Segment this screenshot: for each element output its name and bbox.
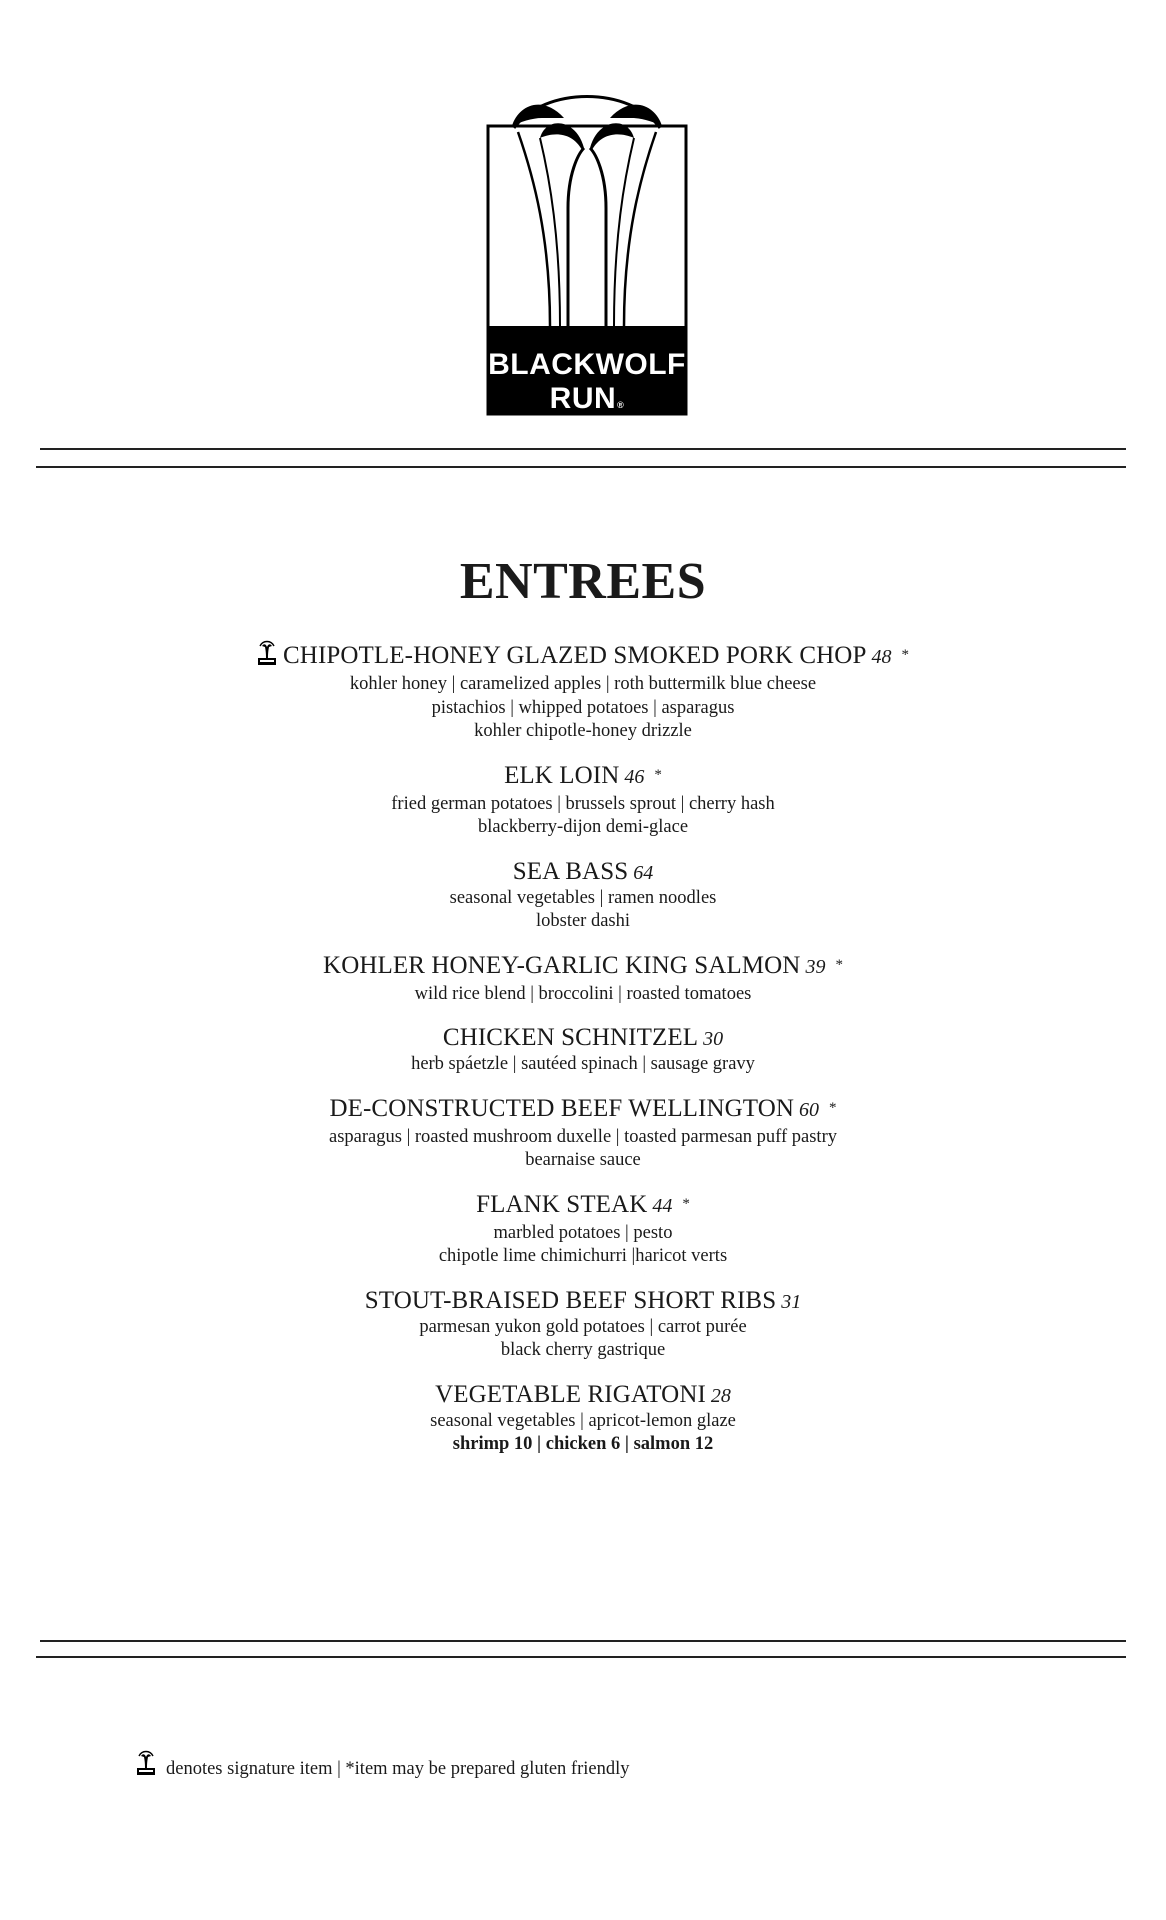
menu-item-name: FLANK STEAK (476, 1190, 648, 1218)
menu-item-description: pistachios | whipped potatoes | asparagus (431, 697, 735, 718)
menu-item-price: 64 (633, 861, 654, 884)
menu-item-header (435, 1381, 731, 1410)
menu-item-name: STOUT-BRAISED BEEF SHORT RIBS (364, 1286, 777, 1314)
menu-item-description: kohler honey | caramelized apples | roth buttermilk blue cheese (349, 674, 817, 694)
signature-item-icon (257, 640, 277, 666)
menu-item-price: 44 (652, 1194, 673, 1217)
menu-item (40, 1024, 1126, 1077)
menu-item (40, 1191, 1126, 1269)
menu-item-header (476, 1191, 690, 1222)
menu-item-header (504, 762, 662, 793)
menu-item-header (323, 952, 843, 983)
menu-item-price: 30 (703, 1028, 724, 1050)
menu-item-description: black cherry gastrique (500, 1340, 666, 1360)
gluten-friendly-mark: * (835, 956, 843, 973)
signature-item-icon (136, 1750, 156, 1776)
menu-item-description: wild rice blend | broccolini | roasted tomatoes (414, 983, 752, 1004)
menu-item-header (257, 640, 909, 673)
menu-item (40, 762, 1126, 840)
menu-item-price: 48 (871, 646, 892, 668)
menu-item-description: seasonal vegetables | ramen noodles (449, 887, 717, 908)
menu-item-name: CHIPOTLE-HONEY GLAZED SMOKED PORK CHOP (283, 642, 867, 669)
blackwolf-run-logo (484, 88, 690, 418)
menu-item-description: fried german potatoes | brussels sprout | cherry hash (391, 793, 775, 814)
bottom-rule-lower (36, 1656, 1126, 1658)
menu-item-name: ELK LOIN (504, 761, 620, 789)
menu-item-price: 31 (781, 1290, 802, 1313)
menu-item (40, 952, 1126, 1007)
menu-item (40, 1381, 1126, 1457)
menu-item-name: SEA BASS (512, 857, 629, 885)
gluten-friendly-mark: * (654, 766, 662, 783)
menu-item (40, 1287, 1126, 1363)
menu-item-description: kohler chipotle-honey drizzle (474, 721, 692, 741)
menu-item (40, 858, 1126, 934)
menu-item (40, 640, 1126, 744)
logo-text-run: RUN (549, 382, 617, 415)
footer-legend (136, 1750, 630, 1781)
top-rule-lower (36, 466, 1126, 468)
gluten-friendly-mark: * (829, 1099, 837, 1116)
top-rule-upper (40, 448, 1126, 450)
menu-item-price: 60 (799, 1098, 820, 1121)
menu-item-description: seasonal vegetables | apricot-lemon glaze (430, 1410, 736, 1431)
registered-mark: ® (617, 400, 625, 410)
menu-item-description: asparagus | roasted mushroom duxelle | toasted parmesan puff pastry (329, 1126, 837, 1147)
menu-item-description: lobster dashi (535, 911, 631, 931)
menu-item-header (513, 858, 653, 887)
menu-item (40, 1095, 1126, 1173)
menu-item-description: bearnaise sauce (525, 1150, 641, 1170)
footer-note: denotes signature item | *item may be prepared gluten friendly (166, 1759, 630, 1779)
menu-item-description: blackberry-dijon demi-glace (477, 817, 689, 837)
menu-item-description: marbled potatoes | pesto (493, 1222, 673, 1243)
menu-item-name: CHICKEN SCHNITZEL (442, 1024, 699, 1051)
menu-item-price: 28 (710, 1384, 731, 1407)
menu-item-header (329, 1095, 836, 1126)
menu-item-price: 46 (624, 765, 645, 788)
menu-item-header (443, 1024, 723, 1053)
menu-item-description: chipotle lime chimichurri |haricot verts (438, 1246, 728, 1266)
menu-item-description: parmesan yukon gold potatoes | carrot purée (419, 1316, 747, 1337)
gluten-friendly-mark: * (901, 647, 909, 663)
logo-text-line2 (484, 384, 690, 414)
gluten-friendly-mark: * (682, 1195, 690, 1212)
menu-item-name: DE-CONSTRUCTED BEEF WELLINGTON (329, 1094, 795, 1122)
menu-item-description: herb spáetzle | sautéed spinach | sausage gravy (411, 1054, 755, 1074)
menu-item-addons: shrimp 10 | chicken 6 | salmon 12 (452, 1434, 714, 1454)
menu-item-name: KOHLER HONEY-GARLIC KING SALMON (323, 951, 801, 979)
page-title: ENTREES (459, 553, 707, 610)
logo-text-line1: BLACKWOLF (488, 348, 686, 381)
menu-item-name: VEGETABLE RIGATONI (435, 1380, 706, 1408)
bottom-rule-upper (40, 1640, 1126, 1642)
menu-item-price: 39 (805, 955, 826, 978)
menu-list (40, 640, 1126, 1475)
menu-item-header (365, 1287, 801, 1316)
